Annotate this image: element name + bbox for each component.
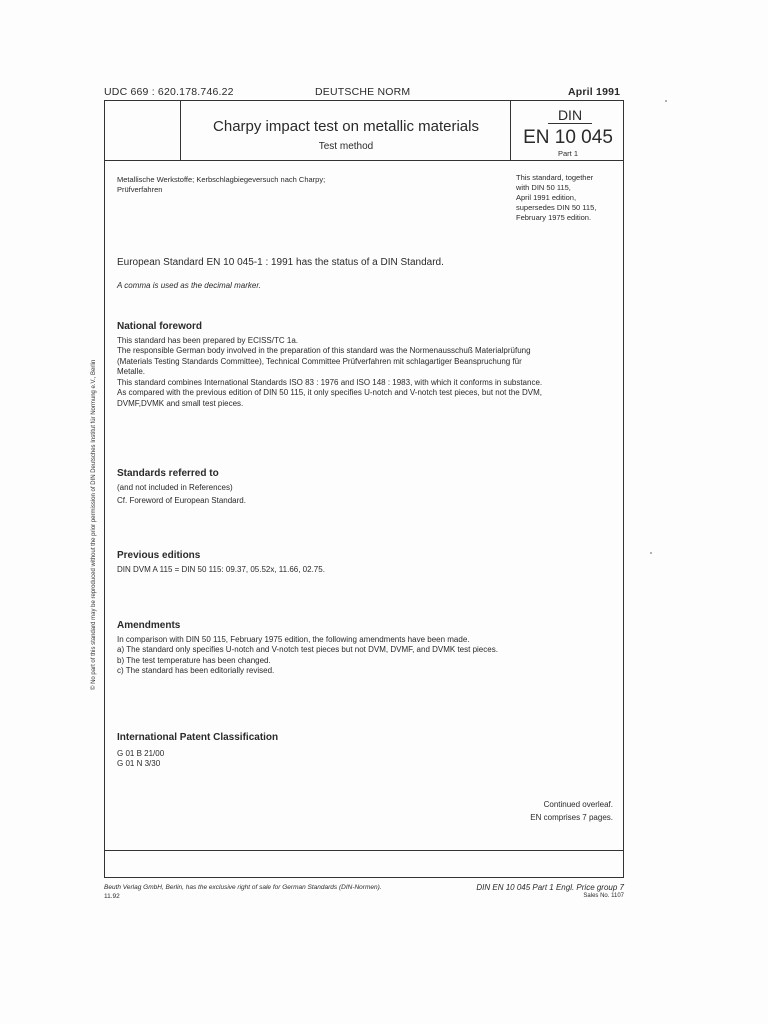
title-right-divider (510, 100, 511, 161)
foreword-line: As compared with the previous edition of DIN 50 115, it only specifies U-notch and V-notch test pieces, but not the DVM, (117, 388, 542, 397)
sales-number: Sales No. 1107 (583, 893, 624, 899)
section-heading: Standards referred to (117, 468, 219, 479)
din-logo: DIN (548, 108, 592, 124)
supersedes-line: February 1975 edition. (516, 213, 592, 222)
title-divider (104, 160, 624, 161)
german-title-line: Metallische Werkstoffe; Kerbschlagbiegeversuch nach Charpy; (117, 175, 326, 184)
supersedes-line: This standard, together (516, 173, 594, 182)
amendments-section (117, 621, 498, 677)
ipc-line: G 01 N 3/30 (117, 759, 161, 768)
supersedes-line: April 1991 edition, (516, 193, 577, 202)
section-heading: National foreword (117, 321, 203, 332)
section-heading: International Patent Classification (117, 732, 279, 743)
referred-line: (and not included in References) (117, 482, 233, 492)
continued-line: Continued overleaf. (543, 800, 613, 809)
previous-editions-section (117, 551, 325, 575)
amendment-line: In comparison with DIN 50 115, February 1975 edition, the following amendments have been made. (117, 634, 470, 644)
previous-editions-line: DIN DVM A 115 = DIN 50 115: 09.37, 05.52x, 11.66, 02.75. (117, 564, 325, 574)
foreword-line: DVMF,DVMK and small test pieces. (117, 398, 244, 408)
amendment-line: c) The standard has been editorially revised. (117, 666, 275, 675)
ipc-line: G 01 B 21/00 (117, 748, 165, 758)
standard-number: EN 10 045 (523, 127, 613, 148)
section-heading: Previous editions (117, 550, 201, 561)
document-title: Charpy impact test on metallic materials (213, 118, 479, 135)
standards-referred-section (117, 469, 246, 507)
copyright-notice: © No part of this standard may be reproduced without the prior permission of DIN Deutsches Institut für Normung e.V., Berlin (91, 359, 97, 690)
price-reference (420, 883, 624, 901)
document-type: DEUTSCHE NORM (315, 86, 411, 98)
foreword-line: (Materials Testing Standards Committee), Technical Committee Prüfverfahren mit schlagartiger Beanspruchung für (117, 356, 522, 366)
decimal-note: A comma is used as the decimal marker. (117, 281, 261, 290)
foreword-line: The responsible German body involved in the preparation of this standard was the Normenausschuß Materialprüfung (117, 346, 531, 355)
supersedes-line: with DIN 50 115, (516, 183, 571, 192)
publisher-line: Beuth Verlag GmbH, Berlin, has the exclusive right of sale for German Standards (DIN-Normen). (104, 884, 382, 891)
foreword-line: Metalle. (117, 367, 146, 376)
ipc-section (117, 733, 278, 770)
document-subtitle: Test method (318, 141, 374, 152)
publisher-line: 11.92 (104, 893, 120, 900)
supersedes-note (516, 173, 596, 223)
national-foreword-section (117, 322, 542, 409)
amendment-line: a) The standard only specifies U-notch and V-notch test pieces but not DVM, DVMF, and DVMK test pieces. (117, 645, 498, 654)
price-line: DIN EN 10 045 Part 1 Engl. Price group 7 (476, 883, 624, 892)
foreword-line: This standard has been prepared by ECISS/TC 1a. (117, 335, 298, 345)
referred-line: Cf. Foreword of European Standard. (117, 496, 246, 505)
continued-line: EN comprises 7 pages. (530, 812, 613, 822)
german-title (117, 175, 325, 195)
publisher-note (104, 883, 382, 901)
amendment-line: b) The test temperature has been changed. (117, 655, 271, 665)
udc-number: UDC 669 : 620.178.746.22 (104, 86, 234, 98)
status-line: European Standard EN 10 045-1 : 1991 has the status of a DIN Standard. (117, 257, 444, 268)
continued-note (470, 800, 613, 823)
section-heading: Amendments (117, 620, 181, 631)
german-title-line: Prüfverfahren (117, 185, 163, 194)
part-number: Part 1 (557, 149, 578, 158)
supersedes-line: supersedes DIN 50 115, (516, 203, 597, 212)
scan-speck (665, 100, 667, 102)
title-left-divider (180, 100, 181, 161)
publication-date: April 1991 (568, 86, 621, 98)
foreword-line: This standard combines International Standards ISO 83 : 1976 and ISO 148 : 1983, with which it conforms in substance. (117, 377, 543, 387)
scan-speck (650, 552, 652, 554)
bottom-divider (104, 850, 624, 851)
